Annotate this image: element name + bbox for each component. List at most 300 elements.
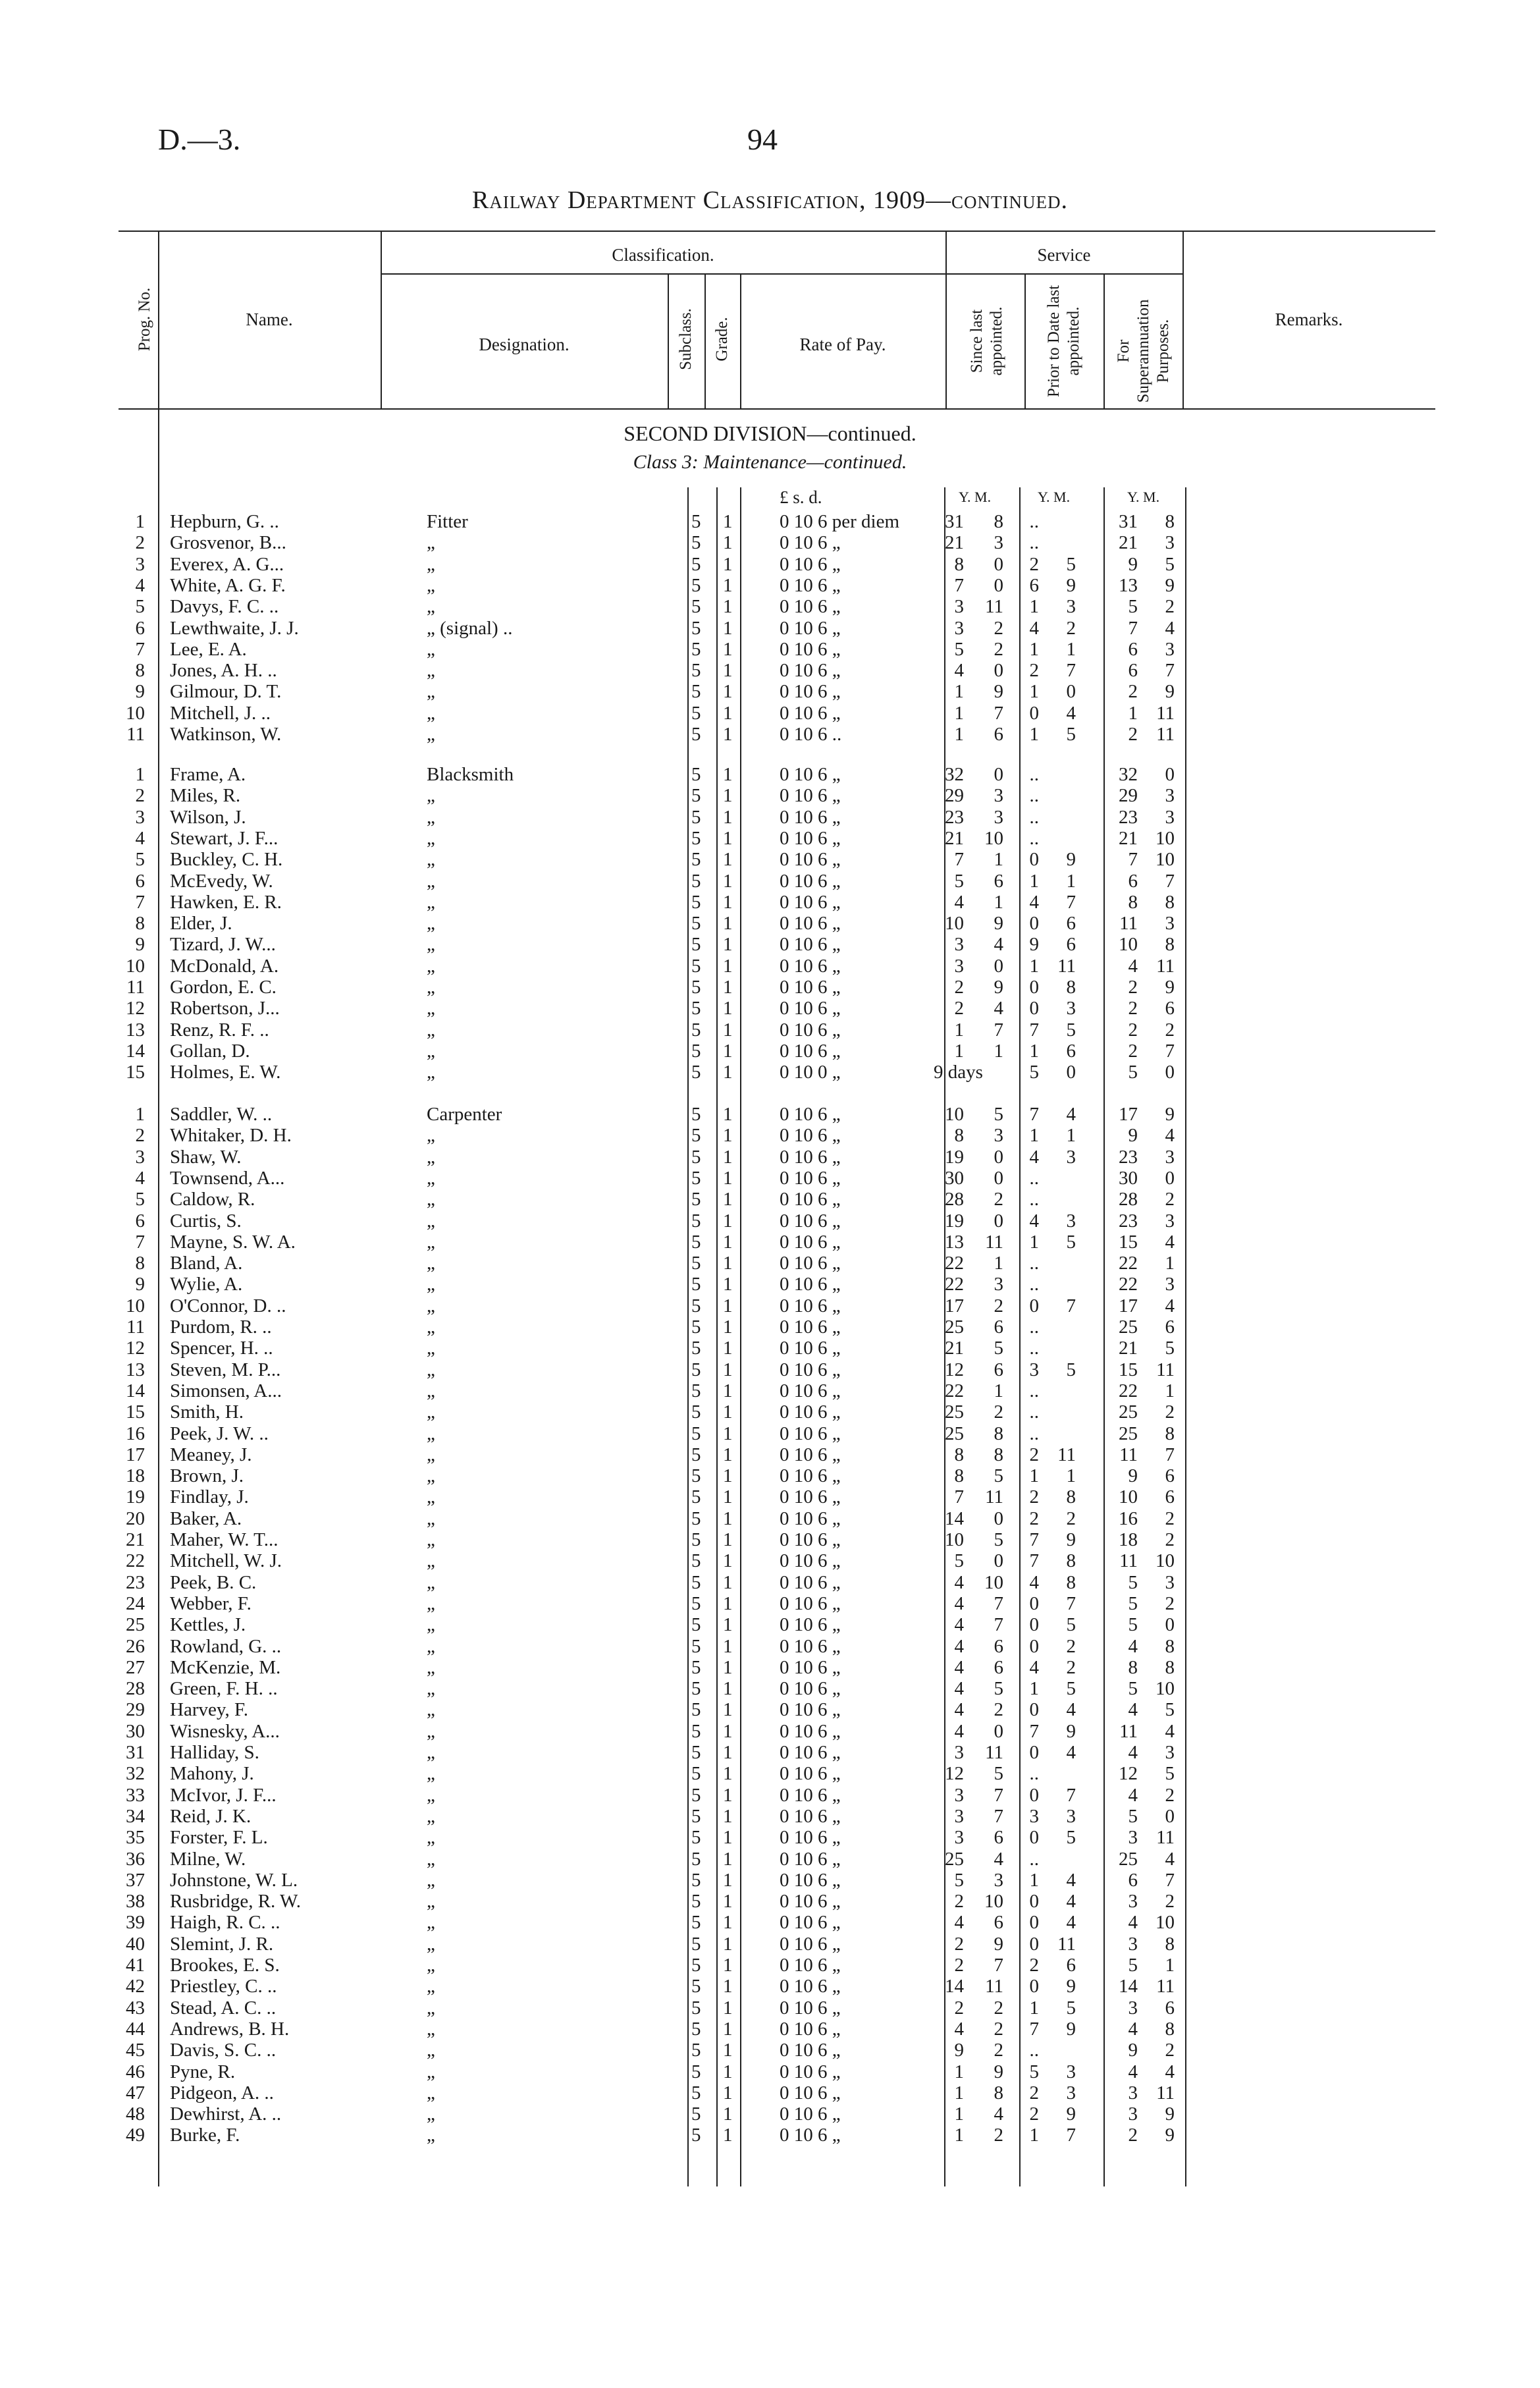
cell-designation: „ (signal) .. [427,617,513,639]
cell-prior-months: 3 [1066,1210,1076,1232]
cell-super-months: 11 [1156,2082,1175,2103]
cell-designation: „ [427,913,435,935]
cell-subclass: 5 [691,1380,701,1401]
cell-name: Brown, J. [170,1465,244,1487]
cell-since-months: 2 [994,1189,1003,1210]
cell-super-months: 11 [1156,724,1175,745]
cell-name: Elder, J. [170,913,232,935]
cell-super-years: 23 [1119,1210,1138,1232]
cell-since-years: 21 [945,827,964,849]
cell-subclass: 5 [691,1869,701,1891]
cell-super-years: 25 [1119,1423,1138,1444]
cell-super-months: 0 [1165,1805,1175,1827]
cell-super-months: 10 [1155,1678,1175,1700]
cell-super-years: 3 [1128,2103,1138,2125]
cell-designation: „ [427,1592,435,1614]
cell-prog-no: 10 [126,702,145,724]
cell-rate-of-pay: 0 10 6 „ [780,702,841,724]
cell-since-years: 21 [945,1338,964,1359]
cell-subclass: 5 [691,998,701,1019]
cell-since-months: 0 [994,1550,1003,1572]
cell-super-months: 8 [1165,1656,1175,1678]
cell-since-months: 0 [994,1167,1003,1189]
cell-super-months: 11 [1156,1359,1175,1380]
cell-super-months: 2 [1165,1592,1175,1614]
cell-super-months: 2 [1165,1401,1175,1423]
table-row [0,764,1540,785]
cell-prior-months: 4 [1066,1912,1076,1934]
cell-prior-months: 1 [1066,1465,1076,1487]
cell-rate-of-pay: 0 10 6 „ [780,1146,841,1168]
cell-prior-years: 4 [1029,617,1039,639]
cell-super-months: 3 [1165,806,1175,828]
cell-prog-no: 7 [135,891,145,913]
cell-super-months: 3 [1165,913,1175,935]
cell-name: Simonsen, A... [170,1380,282,1401]
cell-grade: 1 [723,1486,733,1508]
cell-name: McEvedy, W. [170,870,273,892]
cell-rate-of-pay: 0 10 6 „ [780,1189,841,1210]
cell-subclass: 5 [691,1019,701,1041]
cell-grade: 1 [723,1125,733,1147]
table-row [0,2103,1540,2125]
cell-super-years: 11 [1119,1444,1138,1465]
cell-since-months: 4 [994,1848,1003,1870]
cell-since-years: 12 [945,1359,964,1380]
cell-super-years: 3 [1128,1827,1138,1849]
cell-since-years: 2 [954,1891,964,1913]
cell-prior-months: 3 [1066,1146,1076,1168]
cell-since-years: 13 [945,1231,964,1253]
cell-prog-no: 9 [135,1274,145,1295]
cell-subclass: 5 [691,1231,701,1253]
cell-prog-no: 26 [126,1635,145,1657]
cell-rate-of-pay: 0 10 6 „ [780,1338,841,1359]
division-heading: SECOND DIVISION—continued. [624,421,916,445]
cell-since-months: 2 [994,2125,1003,2146]
cell-rate-of-pay: 0 10 6 „ [780,2061,841,2082]
cell-prog-no: 21 [126,1529,145,1550]
cell-grade: 1 [723,1167,733,1189]
cell-super-years: 28 [1119,1189,1138,1210]
cell-name: O'Connor, D. .. [170,1295,286,1316]
cell-grade: 1 [723,913,733,935]
cell-name: Frame, A. [170,764,246,785]
cell-since-months: 9 [994,1933,1003,1955]
cell-rate-of-pay: 0 10 6 „ [780,1210,841,1232]
table-row [0,1401,1540,1423]
cell-super-months: 2 [1165,1019,1175,1041]
cell-rate-of-pay: 0 10 6 „ [780,934,841,956]
cell-since-years: 4 [954,1614,964,1636]
cell-designation: „ [427,660,435,682]
cell-prog-no: 19 [126,1486,145,1508]
cell-super-months: 6 [1165,1486,1175,1508]
cell-grade: 1 [723,977,733,998]
cell-name: Harvey, F. [170,1699,249,1721]
cell-since-years: 4 [954,1571,964,1593]
cell-prior-years: 1 [1029,724,1039,745]
cell-name: Peek, J. W. .. [170,1423,269,1444]
cell-grade: 1 [723,702,733,724]
cell-since-months: 10 [984,827,1003,849]
cell-grade: 1 [723,870,733,892]
cell-since-months: 5 [994,1104,1003,1125]
cell-subclass: 5 [691,1040,701,1062]
table-row [0,1486,1540,1507]
cell-prior-months: 5 [1066,1614,1076,1636]
cell-since-months: 7 [994,1614,1003,1636]
cell-subclass: 5 [691,1167,701,1189]
cell-rate-of-pay: 0 10 6 „ [780,1316,841,1338]
divider-designation [668,273,669,408]
cell-rate-of-pay: 0 10 6 „ [780,977,841,998]
cell-prior-months: 1 [1066,870,1076,892]
cell-designation: „ [427,1253,435,1274]
cell-name: Rowland, G. .. [170,1635,282,1657]
table-row [0,1168,1540,1189]
cell-rate-of-pay: 0 10 6 „ [780,553,841,575]
cell-prog-no: 48 [126,2103,145,2125]
page-number: 94 [747,122,778,156]
cell-super-years: 3 [1128,2082,1138,2103]
cell-prior-months: 6 [1066,1040,1076,1062]
cell-rate-of-pay: 0 10 6 „ [780,1742,841,1763]
cell-since-years: 8 [954,1125,964,1147]
cell-super-months: 8 [1165,1635,1175,1657]
cell-since-years: 3 [954,955,964,977]
cell-name: Everex, A. G... [170,553,284,575]
cell-since-months: 5 [994,1338,1003,1359]
cell-super-years: 2 [1128,998,1138,1019]
cell-name: McDonald, A. [170,955,279,977]
cell-super-years: 5 [1128,1062,1138,1083]
cell-since-months: 3 [994,1125,1003,1147]
cell-super-years: 8 [1128,891,1138,913]
cell-name: Hawken, E. R. [170,891,282,913]
cell-super-months: 7 [1165,1444,1175,1465]
cell-prog-no: 3 [135,1146,145,1168]
cell-rate-of-pay: 0 10 6 „ [780,870,841,892]
cell-since-years: 17 [945,1295,964,1316]
cell-since-years: 4 [954,1720,964,1742]
table-row [0,913,1540,934]
cell-prior-months: 3 [1066,596,1076,618]
cell-since-months: 10 [984,1891,1003,1913]
cell-since-months: 2 [994,2018,1003,2040]
cell-rate-of-pay: 0 10 6 „ [780,1253,841,1274]
cell-super-months: 4 [1165,1848,1175,1870]
cell-since-months: 9 [994,681,1003,703]
cell-prior-years: 3 [1029,1359,1039,1380]
cell-prior-years: 5 [1029,2061,1039,2082]
cell-prior-years: 0 [1029,913,1039,935]
cell-grade: 1 [723,574,733,596]
cell-super-years: 22 [1119,1274,1138,1295]
cell-prior-years: 0 [1029,1592,1039,1614]
cell-since-months: 11 [985,1231,1003,1253]
cell-name: Stead, A. C. .. [170,1997,277,2019]
cell-designation: „ [427,1401,435,1423]
cell-super-months: 1 [1165,1380,1175,1401]
cell-prior-months: 7 [1066,1784,1076,1806]
table-row [0,618,1540,639]
cell-prior-months: 6 [1066,913,1076,935]
table-row [0,2125,1540,2146]
cell-grade: 1 [723,1231,733,1253]
cell-subclass: 5 [691,764,701,785]
cell-since-months: 1 [994,891,1003,913]
table-row [0,1955,1540,1976]
cell-super-months: 5 [1165,1699,1175,1721]
cell-rate-of-pay: 0 10 6 „ [780,806,841,828]
cell-name: Slemint, J. R. [170,1933,274,1955]
cell-subclass: 5 [691,702,701,724]
cell-rate-of-pay: 0 10 6 „ [780,1359,841,1380]
table-row [0,1870,1540,1891]
cell-designation: Carpenter [427,1104,502,1125]
cell-prior-months: 3 [1066,998,1076,1019]
cell-name: Spencer, H. .. [170,1338,273,1359]
cell-designation: „ [427,1614,435,1636]
cell-subclass: 5 [691,617,701,639]
table-row [0,934,1540,955]
cell-since-years: 1 [954,2125,964,2146]
cell-since-years: 21 [945,532,964,554]
cell-subclass: 5 [691,1295,701,1316]
cell-designation: „ [427,724,435,745]
cell-grade: 1 [723,1146,733,1168]
cell-since-years: 12 [945,1763,964,1785]
cell-since-years: 32 [945,764,964,785]
cell-rate-of-pay: 0 10 6 „ [780,1912,841,1934]
cell-since-years: 10 [945,1529,964,1550]
cell-rate-of-pay: 0 10 6 „ [780,1997,841,2019]
cell-since-years: 22 [945,1253,964,1274]
cell-prog-no: 3 [135,553,145,575]
cell-prior-years: 0 [1029,1912,1039,1934]
cell-super-years: 3 [1128,1933,1138,1955]
cell-rate-of-pay: 0 10 6 „ [780,681,841,703]
cell-super-years: 4 [1128,1635,1138,1657]
cell-grade: 1 [723,1189,733,1210]
cell-super-months: 10 [1155,1912,1175,1934]
cell-since-months: 11 [985,1742,1003,1763]
cell-rate-of-pay: 0 10 6 „ [780,1040,841,1062]
cell-prior-months: 4 [1066,1869,1076,1891]
cell-super-months: 4 [1165,2061,1175,2082]
cell-prior-years: 0 [1029,1784,1039,1806]
cell-subclass: 5 [691,1423,701,1444]
cell-designation: „ [427,1062,435,1083]
cell-designation: „ [427,638,435,660]
cell-rate-of-pay: 0 10 6 „ [780,1295,841,1316]
cell-prior-months: 9 [1066,2103,1076,2125]
cell-prior-years: 0 [1029,1635,1039,1657]
cell-prog-no: 5 [135,1189,145,1210]
cell-grade: 1 [723,827,733,849]
cell-prior-years: .. [1029,1274,1039,1295]
cell-grade: 1 [723,1976,733,1997]
cell-prior-years: 2 [1029,1507,1039,1529]
cell-since-months: 5 [994,1529,1003,1550]
cell-grade: 1 [723,1912,733,1934]
cell-rate-of-pay: 0 10 6 „ [780,1678,841,1700]
cell-name: McKenzie, M. [170,1656,281,1678]
cell-prog-no: 13 [126,1019,145,1041]
cell-prior-years: 7 [1029,1550,1039,1572]
cell-prog-no: 31 [126,1742,145,1763]
cell-super-years: 6 [1128,638,1138,660]
cell-super-months: 8 [1165,2018,1175,2040]
cell-designation: „ [427,1359,435,1380]
cell-since-years: 22 [945,1380,964,1401]
cell-rate-of-pay: 0 10 6 „ [780,955,841,977]
table-row [0,1338,1540,1359]
cell-subclass: 5 [691,511,701,532]
cell-name: Burke, F. [170,2125,240,2146]
cell-prior-years: 1 [1029,1997,1039,2019]
table-row [0,1763,1540,1784]
cell-prog-no: 2 [135,1125,145,1147]
cell-subclass: 5 [691,724,701,745]
cell-since-months: 0 [994,1146,1003,1168]
col-designation: Designation. [479,335,570,354]
cell-subclass: 5 [691,1550,701,1572]
cell-rate-of-pay: 0 10 6 „ [780,891,841,913]
cell-super-months: 4 [1165,617,1175,639]
cell-since-months: 10 [984,1571,1003,1593]
cell-super-months: 6 [1165,1316,1175,1338]
cell-name: Findlay, J. [170,1486,249,1508]
cell-subclass: 5 [691,934,701,956]
cell-prior-years: 0 [1029,977,1039,998]
cell-designation: „ [427,955,435,977]
cell-super-months: 7 [1165,1869,1175,1891]
cell-since-months: 2 [994,617,1003,639]
cell-since-years: 4 [954,1635,964,1657]
cell-designation: Fitter [427,511,468,532]
cell-prog-no: 40 [126,1933,145,1955]
cell-super-years: 9 [1128,553,1138,575]
cell-prog-no: 6 [135,1210,145,1232]
cell-super-years: 5 [1128,1571,1138,1593]
cell-super-months: 1 [1165,1253,1175,1274]
cell-super-years: 22 [1119,1380,1138,1401]
cell-prior-years: 9 [1029,934,1039,956]
cell-since-years: 3 [954,1805,964,1827]
cell-designation: „ [427,827,435,849]
cell-rate-of-pay: 0 10 6 „ [780,2082,841,2103]
cell-since-months: 3 [994,806,1003,828]
cell-name: Wisnesky, A... [170,1720,280,1742]
cell-super-months: 8 [1165,1933,1175,1955]
cell-prog-no: 28 [126,1678,145,1700]
cell-designation: „ [427,1423,435,1444]
cell-name: Stewart, J. F... [170,827,279,849]
cell-since-years: 4 [954,1592,964,1614]
cell-super-years: 2 [1128,681,1138,703]
cell-rate-of-pay: 0 10 6 „ [780,1167,841,1189]
cell-designation: „ [427,574,435,596]
cell-since-years: 7 [954,849,964,871]
cell-designation: „ [427,1444,435,1465]
cell-prog-no: 38 [126,1891,145,1913]
cell-grade: 1 [723,1742,733,1763]
cell-super-years: 5 [1128,596,1138,618]
cell-designation: „ [427,1380,435,1401]
cell-super-months: 3 [1165,1742,1175,1763]
cell-rate-of-pay: 0 10 6 „ [780,1784,841,1806]
cell-rate-of-pay: 0 10 6 „ [780,1019,841,1041]
cell-prior-years: 1 [1029,1465,1039,1487]
cell-since-months: 6 [994,1316,1003,1338]
cell-super-months: 7 [1165,870,1175,892]
cell-grade: 1 [723,1338,733,1359]
cell-subclass: 5 [691,1401,701,1423]
cell-prior-months: 2 [1066,1635,1076,1657]
cell-subclass: 5 [691,1125,701,1147]
cell-designation: „ [427,2040,435,2061]
cell-rate-of-pay: 0 10 6 „ [780,532,841,554]
cell-grade: 1 [723,1444,733,1465]
table-row [0,1232,1540,1253]
cell-rate-of-pay: 0 10 6 „ [780,574,841,596]
table-row [0,1210,1540,1232]
cell-prog-no: 14 [126,1380,145,1401]
cell-prog-no: 13 [126,1359,145,1380]
cell-rate-of-pay: 0 10 6 „ [780,1125,841,1147]
cell-prior-years: 0 [1029,1827,1039,1849]
table-row [0,596,1540,617]
cell-name: White, A. G. F. [170,574,286,596]
cell-designation: „ [427,806,435,828]
table-row [0,892,1540,913]
table-row [0,849,1540,870]
cell-since-months: 3 [994,532,1003,554]
cell-since-years: 4 [954,1678,964,1700]
cell-name: Milne, W. [170,1848,246,1870]
cell-super-months: 0 [1165,764,1175,785]
cell-super-months: 3 [1165,1274,1175,1295]
cell-rate-of-pay: 0 10 6 „ [780,2018,841,2040]
cell-prog-no: 44 [126,2018,145,2040]
cell-super-years: 14 [1119,1976,1138,1997]
table-row [0,2019,1540,2040]
cell-grade: 1 [723,1805,733,1827]
cell-prior-months: 3 [1066,2061,1076,2082]
cell-name: Saddler, W. .. [170,1104,273,1125]
cell-subclass: 5 [691,1805,701,1827]
cell-grade: 1 [723,934,733,956]
cell-designation: „ [427,1231,435,1253]
cell-since-months: 0 [994,1720,1003,1742]
cell-super-months: 7 [1165,1040,1175,1062]
header-bottom-rule [119,408,1435,410]
cell-since-years: 2 [954,1933,964,1955]
cell-prog-no: 10 [126,1295,145,1316]
cell-name: Grosvenor, B... [170,532,286,554]
cell-super-months: 9 [1165,2125,1175,2146]
cell-prior-years: 7 [1029,1720,1039,1742]
cell-prog-no: 11 [126,977,145,998]
cell-rate-of-pay: 0 10 6 „ [780,1699,841,1721]
cell-rate-of-pay: 0 10 6 „ [780,1401,841,1423]
cell-prior-years: .. [1029,1167,1039,1189]
cell-since-months: 0 [994,955,1003,977]
table-row [0,2082,1540,2103]
cell-prog-no: 7 [135,638,145,660]
